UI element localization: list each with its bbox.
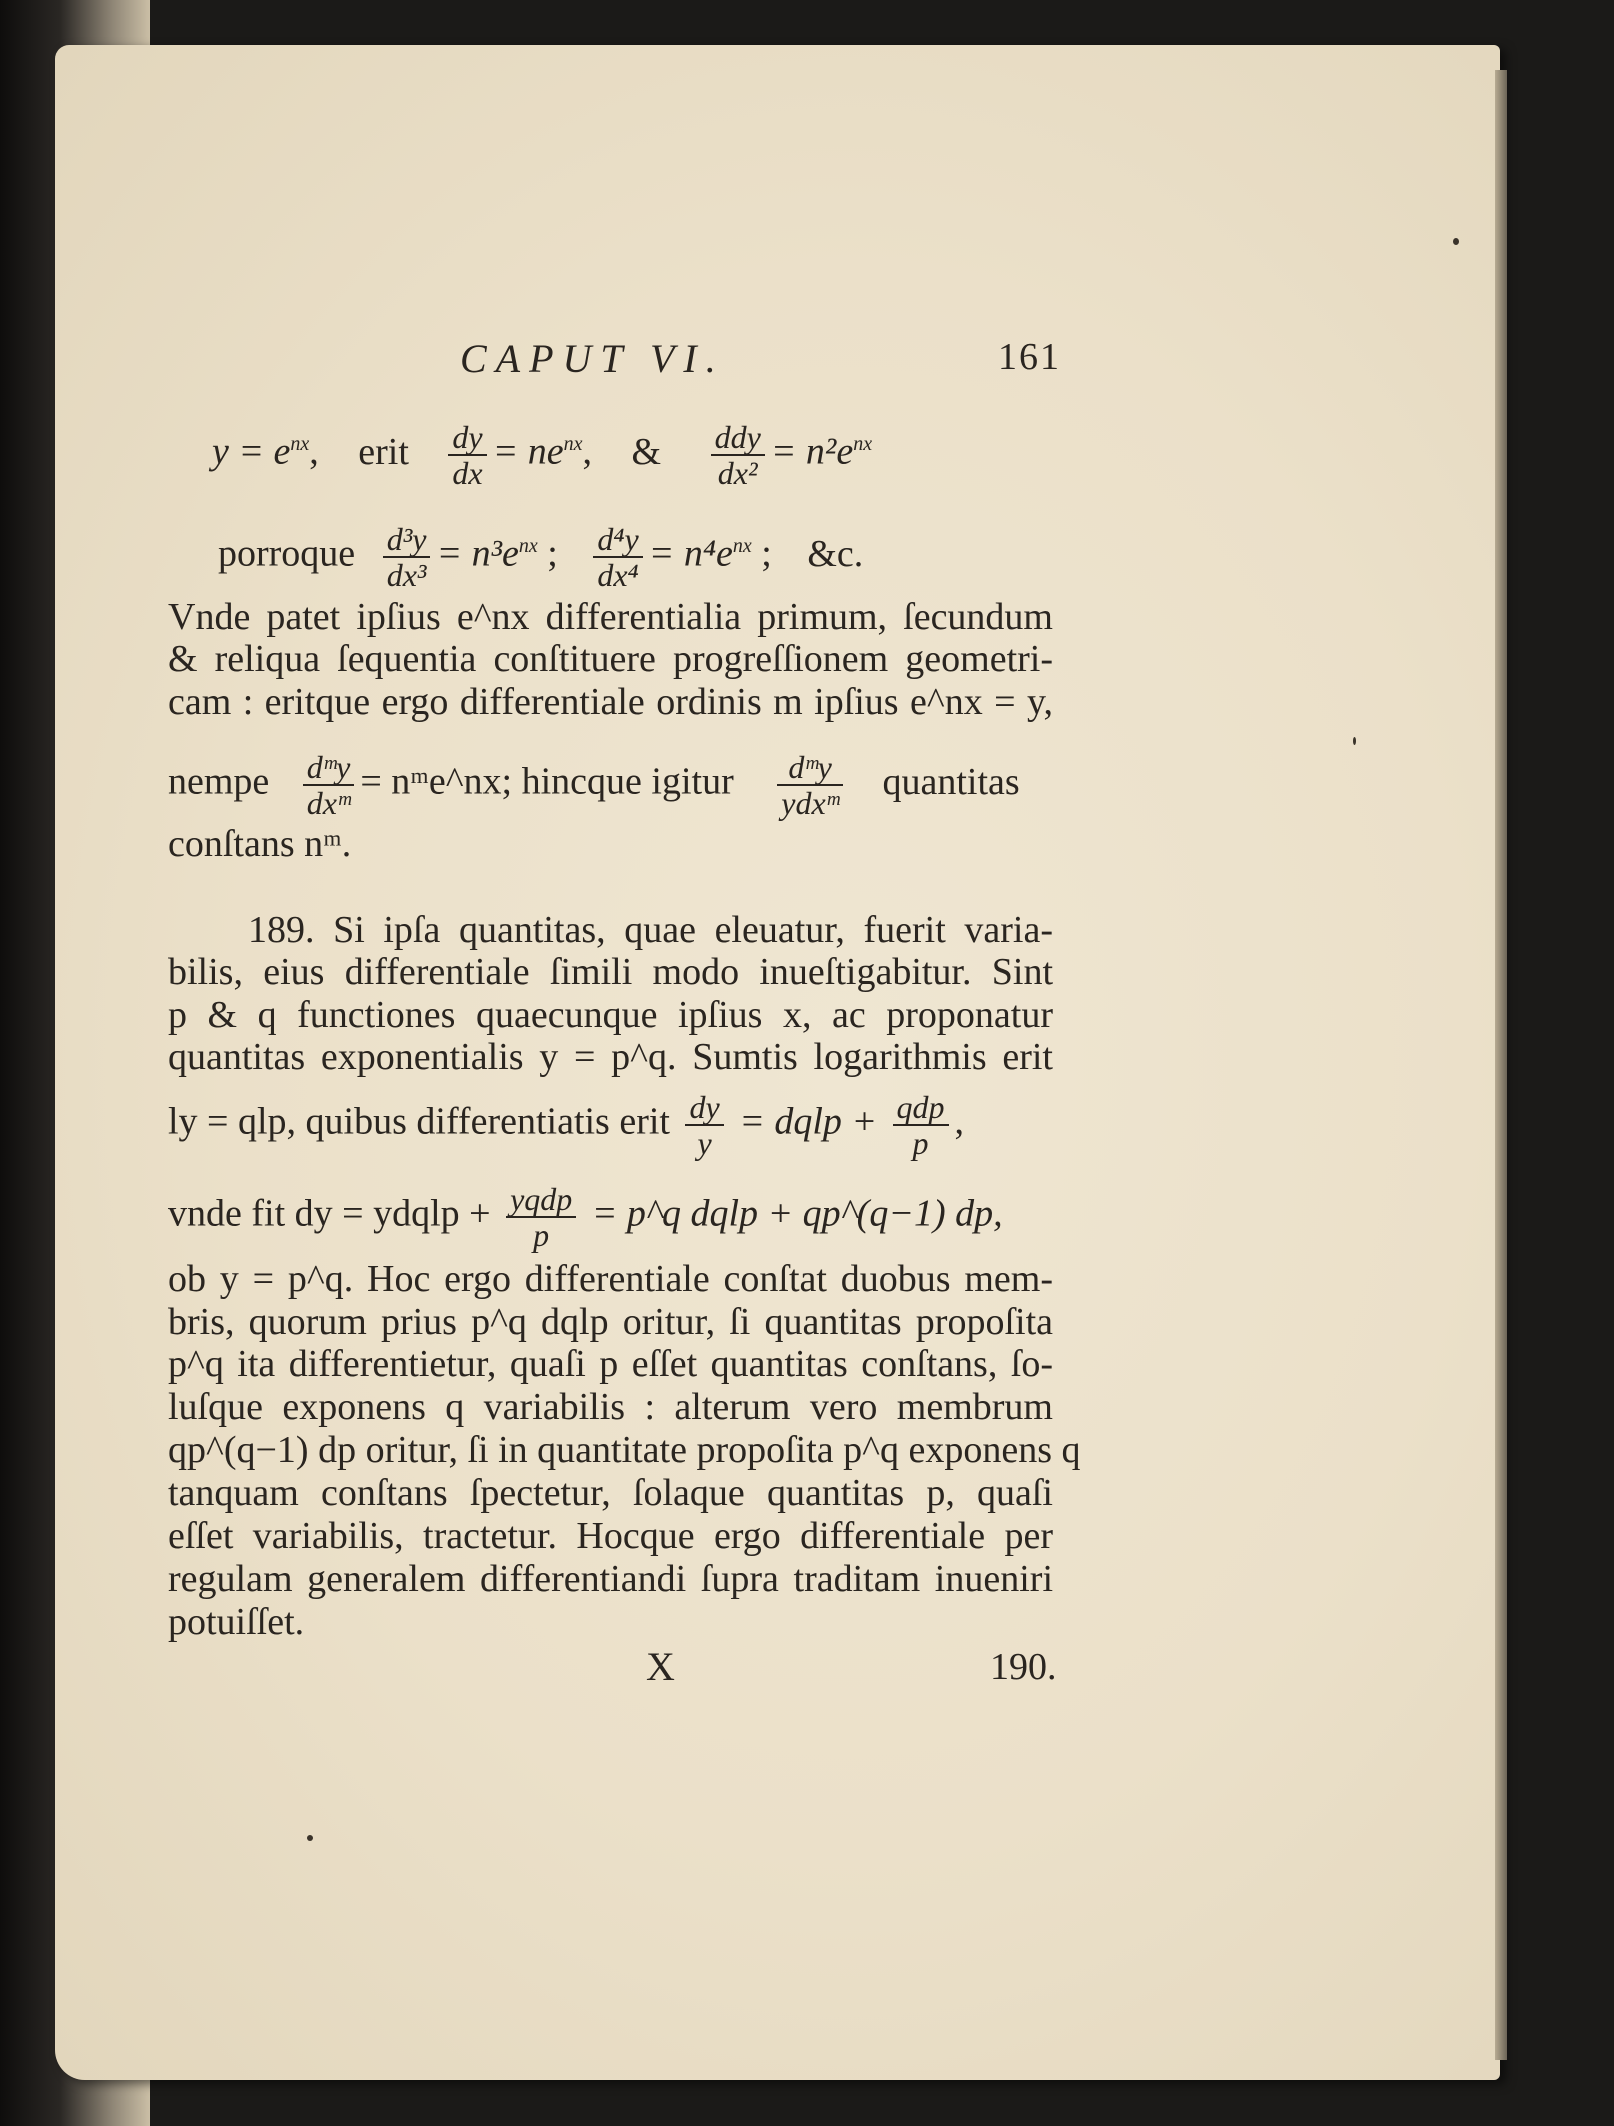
para2-line-13: eſſet variabilis, tractetur. Hocque ergo differentiale per — [168, 1515, 1053, 1557]
p2l5-mid: = dqlp + — [739, 1100, 878, 1143]
para2-line-11: qp^(q−1) dp oritur, ſi in quantitate propoſita p^q exponens q — [168, 1429, 1081, 1471]
p2l5-frac-dy-y — [685, 1090, 723, 1160]
frac-num: dy — [685, 1090, 723, 1126]
para1-line-2: & reliqua ſequentia conſtituere progreſſionem geometri- — [168, 638, 1053, 680]
eq1-rhs1: = ne — [492, 430, 564, 473]
para1-line-4 — [168, 750, 1020, 820]
eq2-porroque: porroque — [218, 532, 356, 575]
para1-line-5: conſtans nᵐ. — [168, 823, 352, 865]
para2-line-8: bris, quorum prius p^q dqlp oritur, ſi quantitas propoſita — [168, 1301, 1053, 1343]
frac-num: dᵐy — [303, 750, 355, 786]
eq1-rhs1-exp: nx — [563, 433, 583, 456]
p2l5-comma: , — [954, 1100, 965, 1143]
para2-line-2: bilis, eius differentiale ſimili modo inueſtigabitur. Sint — [168, 951, 1053, 993]
frac-den: dx — [452, 455, 483, 491]
frac-den: dxᵐ — [306, 785, 351, 821]
para2-line-7: ob y = p^q. Hoc ergo differentiale conſtat duobus mem- — [168, 1258, 1053, 1300]
para2-line-1: 189. Si ipſa quantitas, quae eleuatur, fuerit varia- — [248, 909, 1053, 951]
eq2-rhs2: = n⁴e — [648, 532, 733, 575]
eq1-rhs2: = n²e — [770, 430, 854, 473]
frac-num: ddy — [711, 420, 765, 456]
para2-line-12: tanquam conſtans ſpectetur, ſolaque quantitas p, quaſi — [168, 1472, 1053, 1514]
para2-line-10: luſque exponens q variabilis : alterum vero membrum — [168, 1386, 1053, 1428]
running-head-title: CAPUT VI. — [460, 336, 725, 381]
p1l4-frac-dmy-ydxm — [777, 750, 843, 820]
p1l4-nempe: nempe — [168, 760, 270, 803]
eq1-ampersand: & — [631, 430, 662, 473]
paper-speck — [1353, 737, 1356, 745]
equation-line-2: porroque $\frac{\text{d³y}}{\text{dx³}}$ = $n^3e^{nx}$ ; $\frac{\text{d⁴y}}{\text{dx⁴}}$ = $n^4e^{nx}$ ; &c. — [218, 521, 864, 593]
eq2-rhs2-exp: nx — [732, 535, 752, 558]
p1l4-rhs: = nᵐe^nx; hincque igitur — [360, 760, 734, 803]
page-number: 161 — [998, 336, 1061, 378]
frac-num: d⁴y — [593, 522, 642, 558]
p2l6-frac-yqdp-p — [506, 1182, 576, 1252]
eq1-lhs: y = e — [212, 430, 291, 473]
frac-den: dx² — [717, 455, 758, 491]
paper-speck — [307, 1835, 313, 1841]
eq2-rhs1-exp: nx — [518, 535, 538, 558]
p2l6-a: vnde fit dy = ydqlp + — [168, 1192, 491, 1235]
frac-den: dx³ — [386, 557, 427, 593]
para1-line-3: cam : eritque ergo differentiale ordinis m ipſius e^nx = y, — [168, 681, 1053, 723]
frac-den: dx⁴ — [597, 557, 639, 593]
frac-num: yqdp — [506, 1182, 576, 1218]
p2l5-frac-qdp-p — [893, 1090, 949, 1160]
frac-num: d³y — [383, 522, 431, 558]
frac-den: y — [697, 1125, 712, 1161]
para1-line-1: Vnde patet ipſius e^nx differentialia primum, ſecundum — [168, 596, 1053, 638]
signature-mark: X — [646, 1644, 675, 1689]
frac-num: qdp — [893, 1090, 949, 1126]
para2-line-15: potuiſſet. — [168, 1601, 305, 1643]
para2-line-3: p & q functiones quaecunque ipſius x, ac proponatur — [168, 994, 1053, 1036]
eq2-rhs1: = n³e — [436, 532, 519, 575]
para2-line-4: quantitas exponentialis y = p^q. Sumtis logarithmis erit — [168, 1036, 1053, 1078]
frac-den: p — [912, 1125, 929, 1161]
frac-num: dᵐy — [777, 750, 843, 786]
p2l5-a: ly = qlp, quibus differentiatis erit — [168, 1100, 670, 1143]
eq2-frac-d4y — [593, 522, 642, 592]
eq1-frac-dy-dx — [448, 420, 486, 490]
eq1-erit: erit — [358, 430, 409, 473]
catchword: 190. — [990, 1646, 1057, 1688]
eq2-etc: &c. — [807, 532, 864, 575]
para2-line-6 — [168, 1182, 1003, 1252]
eq2-frac-d3y — [383, 522, 431, 592]
para2-line-5 — [168, 1090, 964, 1160]
p1l4-frac-dmy-dxm — [303, 750, 355, 820]
p2l6-b: = p^q dqlp + qp^(q−1) dp, — [591, 1192, 1003, 1235]
para2-line-9: p^q ita differentietur, quaſi p eſſet quantitas conſtans, ſo- — [168, 1343, 1053, 1385]
eq1-frac-ddy-dx2 — [711, 420, 765, 490]
frac-den: ydxᵐ — [781, 785, 839, 821]
page-fore-edge — [1495, 70, 1507, 2060]
paper-speck — [1453, 238, 1459, 245]
equation-line-1: $y = e^{nx}$, erit $\frac{dy}{dx}$ = $ne^{nx}$, & $\frac{\text{ddy}}{\text{dx²}}$ = $n^2e^{nx}$ — [212, 419, 873, 491]
eq1-rhs2-exp: nx — [853, 433, 873, 456]
p1l4-quantitas: quantitas — [882, 760, 1020, 803]
frac-num: dy — [448, 420, 486, 456]
para2-line-14: regulam generalem differentiandi ſupra traditam inueniri — [168, 1558, 1053, 1600]
eq1-lhs-exp: nx — [290, 433, 310, 456]
frac-den: p — [533, 1217, 550, 1253]
